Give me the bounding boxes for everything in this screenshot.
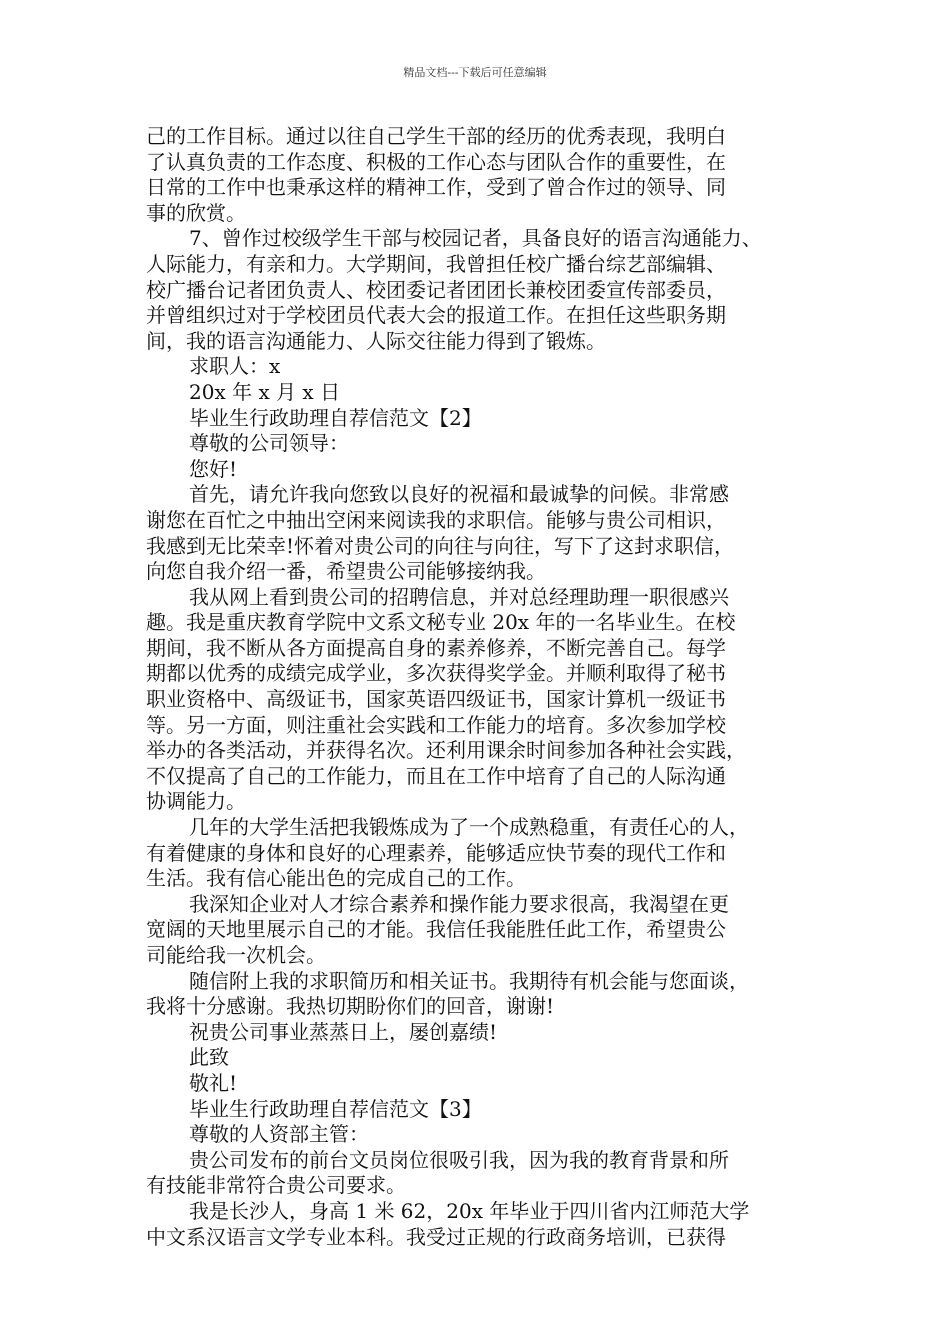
- text-line: 宽阔的天地里展示自己的才能。我信任我能胜任此工作，希望贵公: [146, 917, 726, 942]
- text-line: 7、曾作过校级学生干部与校园记者，具备良好的语言沟通能力、: [189, 226, 762, 251]
- text-line: 我从网上看到贵公司的招聘信息，并对总经理助理一职很感兴: [189, 584, 729, 609]
- text-line: 求职人：x: [189, 354, 281, 379]
- text-line: 毕业生行政助理自荐信范文【3】: [189, 1096, 482, 1121]
- text-line: 敬礼!: [189, 1070, 238, 1095]
- text-line: 职业资格中、高级证书，国家英语四级证书，国家计算机一级证书: [146, 687, 726, 712]
- text-line: 协调能力。: [146, 789, 246, 814]
- text-line: 我是长沙人，身高 1 米 62，20x 年毕业于四川省内江师范大学: [189, 1198, 750, 1223]
- text-line: 贵公司发布的前台文员岗位很吸引我，因为我的教育背景和所: [189, 1147, 729, 1172]
- text-line: 间，我的语言沟通能力、人际交往能力得到了锻炼。: [146, 328, 606, 353]
- page-header-note: 精品文档---下载后可任意编辑: [403, 66, 547, 79]
- text-line: 期都以优秀的成绩完成学业，多次获得奖学金。并顺利取得了秘书: [146, 661, 726, 686]
- text-line: 人际能力，有亲和力。大学期间，我曾担任校广播台综艺部编辑、: [146, 251, 726, 276]
- text-line: 中文系汉语言文学专业本科。我受过正规的行政商务培训，已获得: [146, 1224, 726, 1249]
- text-line: 期间，我不断从各方面提高自身的素养修养，不断完善自己。每学: [146, 635, 726, 660]
- text-line: 20x 年 x 月 x 日: [189, 379, 341, 404]
- text-line: 我深知企业对人才综合素养和操作能力要求很高，我渴望在更: [189, 891, 729, 916]
- text-line: 举办的各类活动，并获得名次。还利用课余时间参加各种社会实践，: [146, 738, 746, 763]
- text-line: 向您自我介绍一番，希望贵公司能够接纳我。: [146, 559, 546, 584]
- text-line: 校广播台记者团负责人、校团委记者团团长兼校团委宣传部委员，: [146, 277, 726, 302]
- text-line: 此致: [189, 1045, 229, 1070]
- text-line: 您好!: [189, 456, 238, 481]
- text-line: 生活。我有信心能出色的完成自己的工作。: [146, 866, 526, 891]
- text-line: 等。另一方面，则注重社会实践和工作能力的培育。多次参加学校: [146, 712, 726, 737]
- text-line: 事的欣赏。: [146, 200, 246, 225]
- text-line: 谢您在百忙之中抽出空闲来阅读我的求职信。能够与贵公司相识，: [146, 507, 726, 532]
- text-line: 了认真负责的工作态度、积极的工作心态与团队合作的重要性，在: [146, 149, 726, 174]
- text-line: 司能给我一次机会。: [146, 943, 326, 967]
- text-line: 尊敬的公司领导：: [189, 431, 349, 456]
- text-line: 并曾组织过对于学校团员代表大会的报道工作。在担任这些职务期: [146, 303, 726, 328]
- text-line: 随信附上我的求职简历和相关证书。我期待有机会能与您面谈，: [189, 968, 749, 993]
- text-line: 有技能非常符合贵公司要求。: [146, 1173, 406, 1198]
- text-line: 首先，请允许我向您致以良好的祝福和最诚挚的问候。非常感: [189, 482, 729, 507]
- text-line: 趣。我是重庆教育学院中文系文秘专业 20x 年的一名毕业生。在校: [146, 610, 736, 635]
- text-line: 我感到无比荣幸!怀着对贵公司的向往与向往，写下了这封求职信，: [146, 533, 735, 558]
- text-line: 日常的工作中也秉承这样的精神工作，受到了曾合作过的领导、同: [146, 175, 726, 200]
- text-line: 有着健康的身体和良好的心理素养，能够适应快节奏的现代工作和: [146, 840, 726, 865]
- text-line: 尊敬的人资部主管：: [189, 1122, 369, 1147]
- text-line: 不仅提高了自己的工作能力，而且在工作中培育了自己的人际沟通: [146, 763, 726, 788]
- text-line: 毕业生行政助理自荐信范文【2】: [189, 405, 482, 430]
- text-line: 我将十分感谢。我热切期盼你们的回音，谢谢!: [146, 994, 555, 1019]
- text-line: 几年的大学生活把我锻炼成为了一个成熟稳重，有责任心的人，: [189, 815, 749, 840]
- document-body: [146, 124, 826, 1250]
- text-line: 祝贵公司事业蒸蒸日上，屡创嘉绩!: [189, 1019, 498, 1044]
- text-line: 己的工作目标。通过以往自己学生干部的经历的优秀表现，我明白: [146, 124, 726, 148]
